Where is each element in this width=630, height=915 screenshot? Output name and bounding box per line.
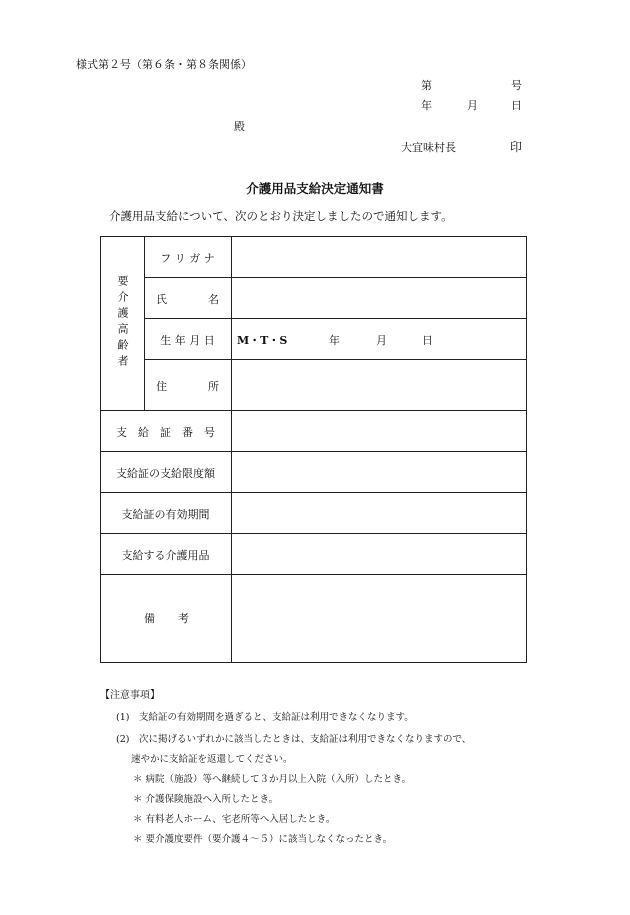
address-label-first: 住	[156, 380, 167, 393]
issuer-name: 大宜味村長	[401, 141, 456, 154]
decision-form-table	[100, 236, 527, 663]
furigana-label: フ リ ガ ナ	[160, 252, 215, 265]
number-prefix: 第	[421, 79, 432, 92]
birthdate-day: 日	[422, 334, 433, 347]
addressee-honorific: 殿	[234, 120, 245, 133]
note-item-2-line-2: 速やかに支給証を返還してください。	[131, 754, 293, 765]
intro-text: 介護用品支給について、次のとおり決定しましたので通知します。	[109, 209, 453, 223]
certificate-number-label: 支 給 証 番 号	[116, 426, 215, 439]
remarks-label-first: 備	[144, 612, 155, 625]
note-sub-item-4: ＊ 要介護度要件（要介護４～５）に該当しなくなったとき。	[133, 834, 393, 845]
date-year: 年	[421, 99, 432, 112]
date-day: 日	[511, 99, 522, 112]
limit-amount-label: 支給証の支給限度額	[116, 467, 215, 480]
document-title: 介護用品支給決定通知書	[246, 181, 384, 196]
note-sub-item-3: ＊ 有料老人ホーム、宅老所等へ入居したとき。	[133, 814, 336, 825]
elderly-group-label: 要介護高齢者	[116, 275, 129, 371]
birthdate-month: 月	[376, 334, 387, 347]
note-item-2-line-1: (2) 次に掲げるいずれかに該当したときは、支給証は利用できなくなりますので、	[116, 734, 472, 745]
form-number: 様式第２号（第６条・第８条関係）	[76, 58, 252, 71]
notes-heading: 【注意事項】	[100, 690, 160, 701]
note-sub-item-1: ＊ 病院（施設）等へ継続して３か月以上入院（入所）したとき。	[133, 774, 412, 785]
validity-period-label: 支給証の有効期間	[121, 508, 210, 521]
birthdate-era: M・T・S	[237, 334, 288, 347]
note-item-1: (1) 支給証の有効期間を過ぎると、支給証は利用できなくなります。	[116, 712, 414, 723]
date-month: 月	[467, 99, 478, 112]
birthdate-year: 年	[329, 334, 340, 347]
name-label-first: 氏	[156, 293, 167, 306]
note-sub-item-2: ＊ 介護保険施設へ入所したとき。	[133, 794, 279, 805]
number-suffix: 号	[511, 79, 522, 92]
birthdate-label: 生 年 月 日	[160, 334, 215, 347]
seal-mark: 印	[510, 140, 523, 154]
supplies-label: 支給する介護用品	[121, 549, 210, 562]
remarks-label-second: 考	[178, 612, 189, 625]
address-label-second: 所	[208, 380, 219, 393]
name-label-second: 名	[208, 293, 219, 306]
